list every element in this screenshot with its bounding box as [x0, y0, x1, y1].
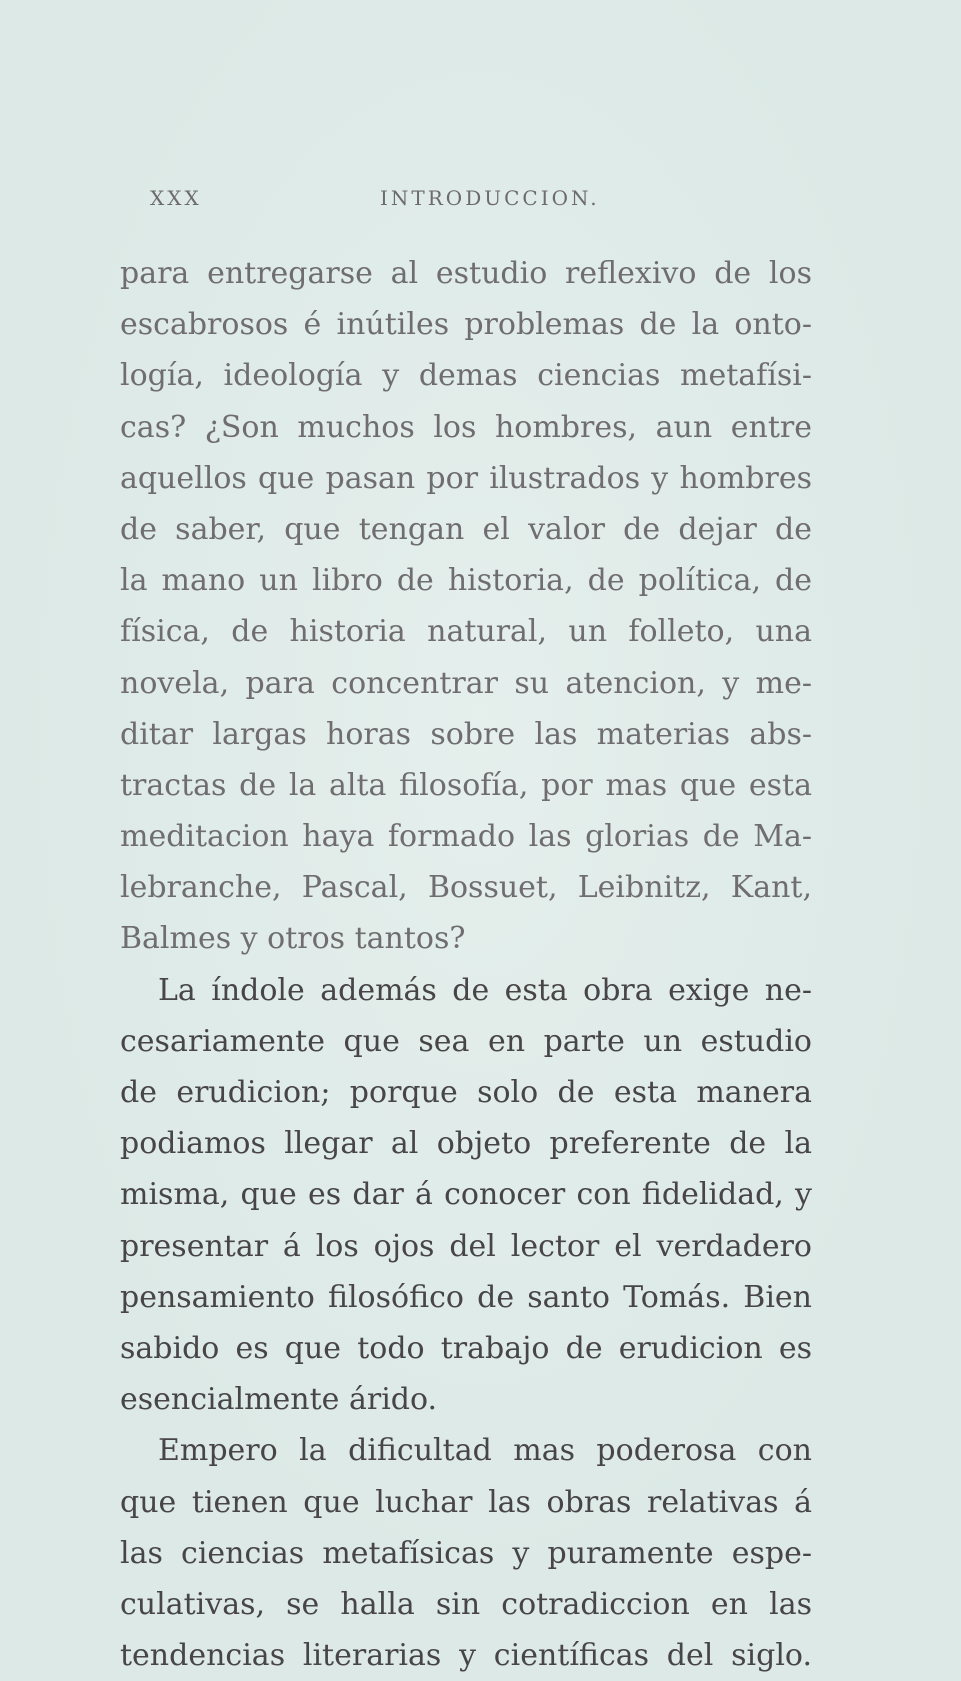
paragraph-1 [120, 248, 812, 965]
text-line: para entregarse al estudio reflexivo de los [120, 256, 812, 291]
text-line: Balmes y otros tantos? [120, 921, 466, 957]
text-line: La índole además de esta obra exige ne- [158, 972, 812, 1008]
running-title: INTRODUCCION. [380, 186, 600, 210]
text-line: que tienen que luchar las obras relativas á [120, 1484, 812, 1520]
text-line: logía, ideología y demas ciencias metafísi- [120, 358, 812, 394]
text-line: novela, para concentrar su atencion, y me- [120, 665, 812, 701]
text-line: esencialmente árido. [120, 1382, 438, 1418]
text-line: presentar á los ojos del lector el verdadero [120, 1228, 812, 1264]
text-line: la mano un libro de historia, de política, de [120, 563, 812, 599]
text-line: de saber, que tengan el valor de dejar de [120, 511, 812, 547]
text-line: sabido es que todo trabajo de erudicion es [120, 1330, 812, 1366]
text-line: las ciencias metafísicas y puramente espe- [120, 1535, 812, 1571]
text-line: Empero la dificultad mas poderosa con [158, 1433, 812, 1469]
text-line: cas? ¿Son muchos los hombres, aun entre [120, 409, 812, 445]
text-line: lebranche, Pascal, Bossuet, Leibnitz, Kant, [120, 870, 812, 906]
text-line: tendencias literarias y científicas del siglo. [120, 1638, 812, 1674]
page-number: XXX [150, 186, 202, 210]
text-line: culativas, se halla sin cotradiccion en las [120, 1586, 812, 1622]
text-line: física, de historia natural, un folleto, una [120, 614, 812, 650]
text-line: misma, que es dar á conocer con fidelidad, y [120, 1177, 812, 1213]
text-line: tractas de la alta filosofía, por mas que esta [120, 767, 812, 803]
text-line: aquellos que pasan por ilustrados y hombres [120, 460, 812, 496]
text-line: de erudicion; porque solo de esta manera [120, 1075, 812, 1110]
page-header [150, 176, 810, 216]
body-text [120, 248, 812, 1681]
text-line: pensamiento filosófico de santo Tomás. Bien [120, 1279, 812, 1315]
text-line: podiamos llegar al objeto preferente de la [120, 1126, 812, 1162]
text-line: ditar largas horas sobre las materias abs- [120, 716, 812, 752]
text-line: meditacion haya formado las glorias de Ma- [120, 819, 812, 855]
text-line: cesariamente que sea en parte un estudio [120, 1023, 812, 1059]
text-line: escabrosos é inútiles problemas de la onto- [120, 307, 812, 343]
paragraph-3 [120, 1425, 812, 1681]
paragraph-2 [120, 965, 812, 1426]
